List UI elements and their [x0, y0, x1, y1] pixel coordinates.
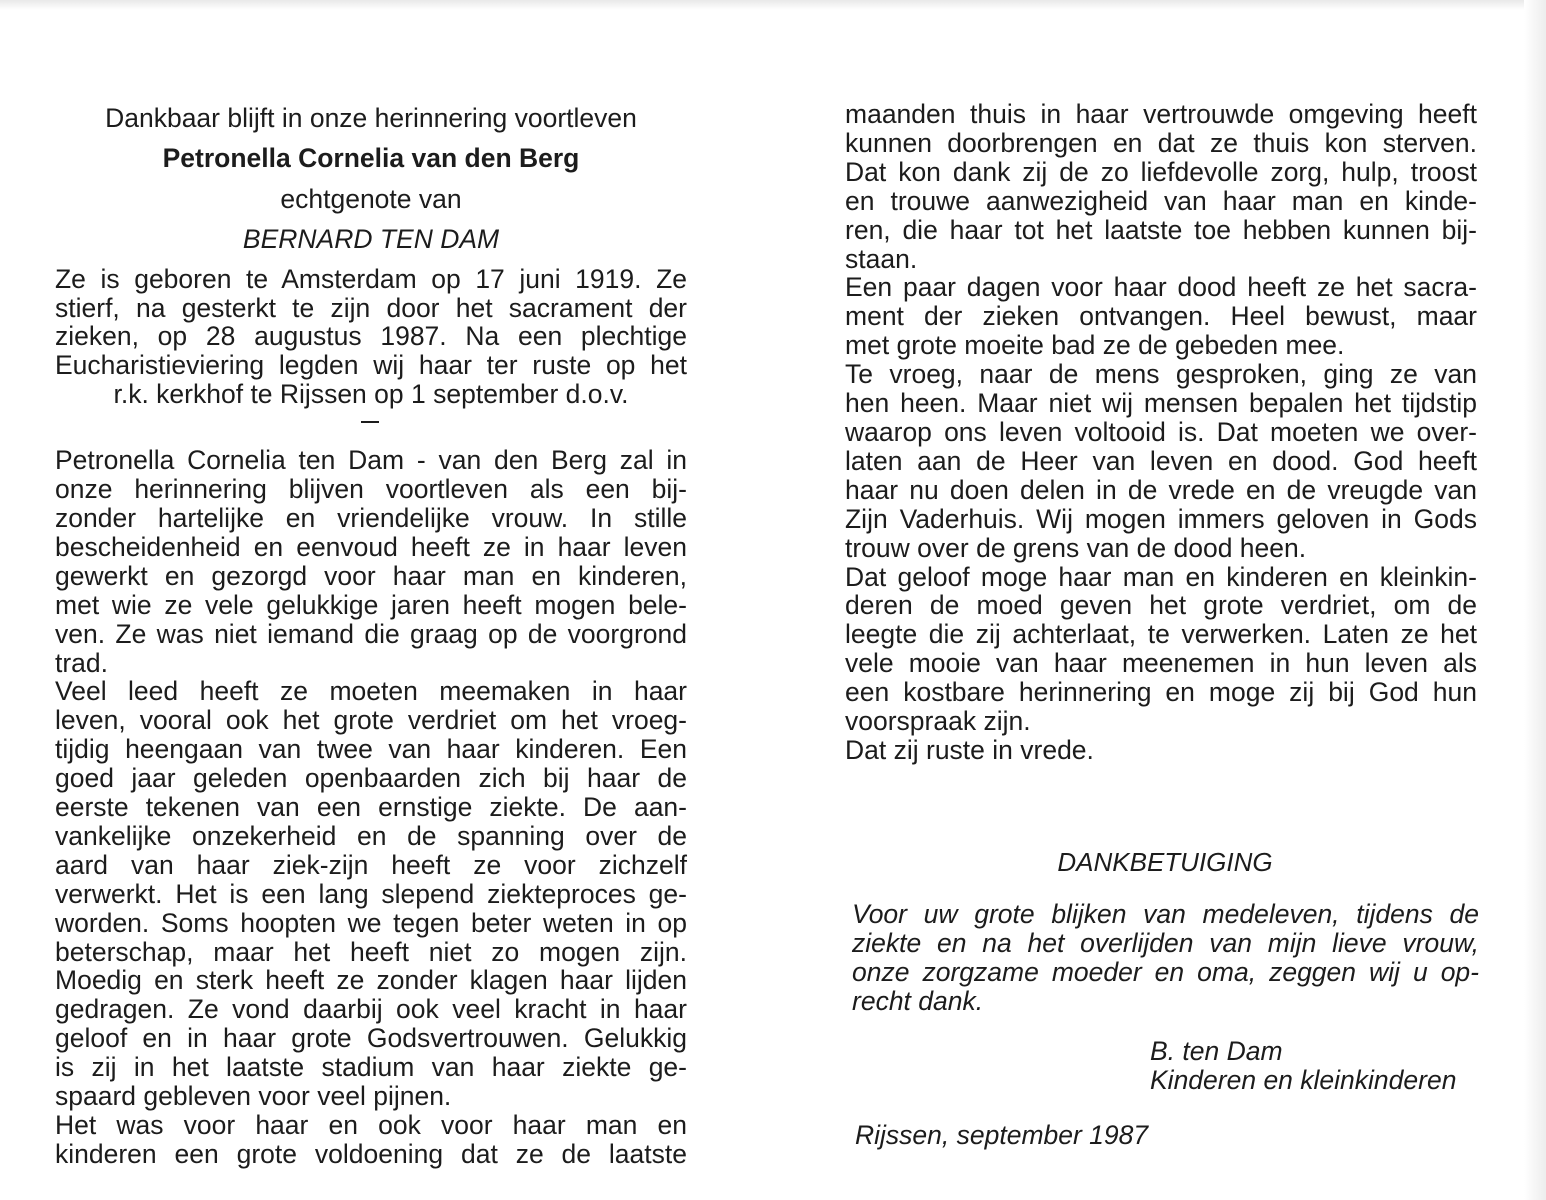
body-line: kunnen doorbrengen en dat ze thuis kon sterven. — [845, 127, 1477, 158]
scan-right-edge — [1524, 0, 1546, 1200]
signature-family: Kinderen en kleinkinderen — [1150, 1065, 1457, 1095]
body-line: waarop ons leven voltooid is. Dat moeten we over- — [845, 416, 1477, 447]
body-line: trouw over de grens van de dood heen. — [845, 532, 1307, 563]
body-line: worden. Soms hoopten we tegen beter weten in op — [55, 907, 687, 938]
body-line: een kostbare herinnering en moge zij bij God hun — [845, 677, 1477, 708]
body-line: ren, die haar tot het laatste toe hebben kunnen bij- — [845, 214, 1477, 245]
left-body-text — [55, 446, 687, 1169]
body-line: leven, vooral ook het grote verdriet om het vroeg- — [55, 705, 687, 736]
thanks-line: Voor uw grote blijken van medeleven, tijdens de — [852, 899, 1479, 929]
body-line: geloof en in haar grote Godsvertrouwen. Gelukkig — [55, 1023, 687, 1054]
body-line: spaard gebleven voor veel pijnen. — [55, 1081, 452, 1112]
signature-name: B. ten Dam — [1150, 1036, 1283, 1066]
relation-line: echtgenote van — [280, 183, 462, 214]
body-line: en trouwe aanwezigheid van haar man en kinde- — [845, 185, 1477, 216]
body-line: gewerkt en gezorgd voor haar man en kinderen, — [55, 560, 687, 591]
body-line: trad. — [55, 647, 109, 678]
body-line: Moedig en sterk heeft ze zonder klagen haar lijden — [55, 965, 687, 996]
body-line: bescheidenheid en eenvoud heeft ze in haar leven — [55, 531, 687, 562]
body-line: ment der zieken ontvangen. Heel bewust, maar — [845, 301, 1477, 332]
body-line: is zij in het laatste stadium van haar ziekte ge- — [55, 1052, 687, 1083]
thanks-line: ziekte en na het overlijden van mijn lieve vrouw, — [852, 928, 1479, 958]
opening-line: Dankbaar blijft in onze herinnering voortleven — [105, 103, 637, 133]
scan-top-edge — [0, 0, 1546, 10]
body-line: vankelijke onzekerheid en de spanning over de — [55, 820, 687, 851]
body-line: gedragen. Ze vond daarbij ook veel kracht in haar — [55, 994, 687, 1025]
body-line: beterschap, maar het heeft niet zo mogen zijn. — [55, 936, 687, 967]
body-line: haar nu doen delen in de vrede en de vreugde van — [845, 474, 1477, 505]
intro-line: Ze is geboren te Amsterdam op 17 juni 1919. Ze — [55, 263, 687, 294]
signature-block — [1150, 1037, 1456, 1095]
body-line: met grote moeite bad ze de gebeden mee. — [845, 330, 1345, 361]
body-line: Het was voor haar en ook voor haar man en — [55, 1110, 687, 1140]
body-line: Dat geloof moge haar man en kinderen en kleinkin- — [845, 561, 1477, 592]
thanks-line: recht dank. — [852, 986, 984, 1016]
intro-line: zieken, op 28 augustus 1987. Na een plechtige — [55, 321, 687, 352]
intro-paragraph — [55, 265, 687, 410]
thanks-line: onze zorgzame moeder en oma, zeggen wij u op- — [852, 957, 1479, 987]
intro-line: r.k. kerkhof te Rijssen op 1 september d.o.v. — [113, 379, 629, 410]
body-line: met wie ze vele gelukkige jaren heeft mogen bele- — [55, 589, 687, 620]
body-line: laten aan de Heer van leven en dood. God heeft — [845, 445, 1477, 476]
body-line: onze herinnering blijven voortleven als een bij- — [55, 474, 687, 505]
body-line: Te vroeg, naar de mens gesproken, ging ze van — [845, 359, 1477, 390]
body-line: tijdig heengaan van twee van haar kinderen. Een — [55, 734, 687, 765]
intro-line: stierf, na gesterkt te zijn door het sacrament der — [55, 292, 687, 323]
body-line: zonder hartelijke en vriendelijke vrouw. In stille — [55, 502, 687, 533]
left-column — [55, 104, 687, 1169]
body-line: Een paar dagen voor haar dood heeft ze het sacra- — [845, 272, 1477, 303]
body-line: voorspraak zijn. — [845, 706, 1031, 737]
body-line: Petronella Cornelia ten Dam - van den Berg zal in — [55, 445, 687, 476]
body-line: hen heen. Maar niet wij mensen bepalen het tijdstip — [845, 388, 1477, 419]
intro-line: Eucharistieviering legden wij haar ter ruste op het — [55, 350, 687, 381]
body-line: kinderen een grote voldoening dat ze de laatste — [55, 1138, 687, 1169]
thanks-title: DANKBETUIGING — [1057, 847, 1273, 877]
body-line: Zijn Vaderhuis. Wij mogen immers geloven in Gods — [845, 503, 1477, 534]
place-date: Rijssen, september 1987 — [855, 1120, 1149, 1150]
body-line: deren de moed geven het grote verdriet, om de — [845, 590, 1477, 621]
body-line: ven. Ze was niet iemand die graag op de voorgrond — [55, 618, 687, 649]
thanks-text — [852, 900, 1479, 1016]
body-line: Veel leed heeft ze moeten meemaken in haar — [55, 676, 687, 707]
body-line: leegte die zij achterlaat, te verwerken. Laten ze het — [845, 619, 1477, 650]
body-line: Dat kon dank zij de zo liefdevolle zorg, hulp, troost — [845, 156, 1477, 187]
right-column — [845, 100, 1477, 765]
body-line: goed jaar geleden openbaarden zich bij haar de — [55, 763, 687, 794]
body-line: verwerkt. Het is een lang slepend ziekteproces ge- — [55, 878, 687, 909]
spouse-name: BERNARD TEN DAM — [242, 223, 500, 254]
body-line: vele mooie van haar meenemen in hun leven als — [845, 648, 1477, 679]
body-line: eerste tekenen van een ernstige ziekte. De aan- — [55, 792, 687, 823]
deceased-name: Petronella Cornelia van den Berg — [162, 142, 580, 173]
body-line: staan. — [845, 243, 918, 274]
body-line: maanden thuis in haar vertrouwde omgeving heeft — [845, 99, 1477, 129]
body-line: Dat zij ruste in vrede. — [845, 734, 1094, 765]
body-line: aard van haar ziek-zijn heeft ze voor zichzelf — [55, 849, 687, 880]
separator-dash — [55, 409, 687, 431]
